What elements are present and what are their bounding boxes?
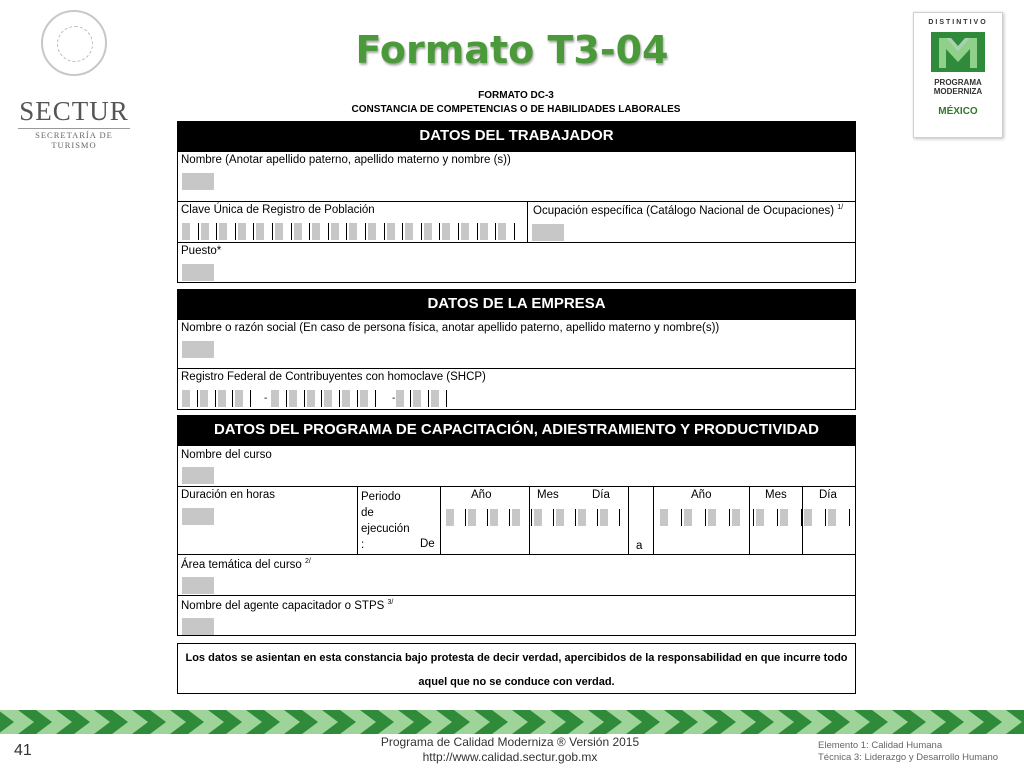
input-cell[interactable] xyxy=(324,390,332,407)
cell-divider xyxy=(339,390,340,407)
cell-divider xyxy=(197,390,198,407)
de-label: De xyxy=(420,538,435,550)
input-cell[interactable] xyxy=(534,509,542,526)
sectur-subtitle: SECRETARÍA DE TURISMO xyxy=(35,130,113,150)
rfc-field[interactable] xyxy=(182,390,472,407)
input-cell[interactable] xyxy=(442,223,450,240)
form-title: CONSTANCIA DE COMPETENCIAS O DE HABILIDADES LABORALES xyxy=(351,104,681,115)
fecha-inicio-field[interactable] xyxy=(446,509,626,526)
agente-field[interactable] xyxy=(182,618,214,635)
cell-divider xyxy=(253,223,254,240)
cell-divider xyxy=(619,509,620,526)
input-cell[interactable] xyxy=(235,390,243,407)
input-cell[interactable] xyxy=(201,223,209,240)
cell-divider xyxy=(825,509,826,526)
cell-divider xyxy=(357,390,358,407)
input-cell[interactable] xyxy=(182,223,190,240)
cell-divider xyxy=(304,390,305,407)
input-cell[interactable] xyxy=(512,509,520,526)
input-cell[interactable] xyxy=(275,223,283,240)
input-cell[interactable] xyxy=(828,509,836,526)
footer-url[interactable]: http://www.calidad.sectur.gob.mx xyxy=(422,750,598,764)
input-cell[interactable] xyxy=(238,223,246,240)
input-cell[interactable] xyxy=(182,390,190,407)
curso-field[interactable] xyxy=(182,467,214,484)
cell-divider xyxy=(235,223,236,240)
input-cell[interactable] xyxy=(804,509,812,526)
trabajador-section xyxy=(177,151,856,283)
cell-divider xyxy=(553,509,554,526)
cell-divider xyxy=(705,509,706,526)
cell-divider xyxy=(346,223,347,240)
cell-divider xyxy=(216,223,217,240)
input-cell[interactable] xyxy=(780,509,788,526)
mes-label-2: Mes xyxy=(765,489,787,501)
cell-divider xyxy=(575,509,576,526)
cell-divider xyxy=(777,509,778,526)
input-cell[interactable] xyxy=(405,223,413,240)
input-cell[interactable] xyxy=(219,223,227,240)
input-cell[interactable] xyxy=(256,223,264,240)
section-header-trabajador: DATOS DEL TRABAJADOR xyxy=(177,121,856,151)
ocupacion-field[interactable] xyxy=(532,224,564,241)
input-cell[interactable] xyxy=(461,223,469,240)
cell-divider xyxy=(729,509,730,526)
input-cell[interactable] xyxy=(312,223,320,240)
cell-divider xyxy=(487,509,488,526)
input-cell[interactable] xyxy=(331,223,339,240)
cell-divider xyxy=(509,509,510,526)
input-cell[interactable] xyxy=(294,223,302,240)
input-cell[interactable] xyxy=(342,390,350,407)
cell-divider xyxy=(286,390,287,407)
cell-divider xyxy=(215,390,216,407)
cell-divider xyxy=(232,390,233,407)
area-tematica-label: Área temática del curso $^{2/}$ xyxy=(181,558,311,571)
cell-divider xyxy=(250,390,251,407)
razon-social-field[interactable] xyxy=(182,341,214,358)
input-cell[interactable] xyxy=(360,390,368,407)
input-cell[interactable] xyxy=(413,390,421,407)
page-number: 41 xyxy=(14,742,32,759)
cell-divider xyxy=(849,509,850,526)
footer-tecnica: Técnica 3: Liderazgo y Desarrollo Humano xyxy=(818,752,999,763)
razon-social-label: Nombre o razón social (En caso de persona física, anotar apellido paterno, apellido materno y nombre(s)) xyxy=(181,322,720,334)
cell-divider xyxy=(446,390,447,407)
declaracion-line-2: aquel que no se conduce con verdad. xyxy=(418,676,615,688)
mexico-label: MÉXICO xyxy=(938,106,978,117)
cell-divider xyxy=(801,509,802,526)
rfc-label: Registro Federal de Contribuyentes con homoclave (SHCP) xyxy=(181,371,486,383)
nombre-field[interactable] xyxy=(182,173,214,190)
input-cell[interactable] xyxy=(431,390,439,407)
input-cell[interactable] xyxy=(468,509,476,526)
input-cell[interactable] xyxy=(349,223,357,240)
section-header-empresa: DATOS DE LA EMPRESA xyxy=(177,289,856,319)
cell-divider xyxy=(681,509,682,526)
puesto-field[interactable] xyxy=(182,264,214,281)
cell-divider xyxy=(410,390,411,407)
duracion-label: Duración en horas xyxy=(181,489,275,501)
sectur-wordmark: SECTUR xyxy=(19,96,129,126)
input-cell[interactable] xyxy=(387,223,395,240)
input-cell[interactable] xyxy=(732,509,740,526)
footer-program: Programa de Calidad Moderniza ® Versión 2015 xyxy=(380,735,640,749)
moderniza-logo xyxy=(913,12,1003,138)
cell-divider xyxy=(439,223,440,240)
rfc-dash-2: - xyxy=(392,393,396,404)
cell-divider xyxy=(384,223,385,240)
anio-label-2: Año xyxy=(691,489,712,501)
cell-divider xyxy=(597,509,598,526)
declaracion-line-1: Los datos se asientan en esta constancia bajo protesta de decir verdad, apercibidos de la responsabilidad en que incurre todo xyxy=(185,652,848,664)
cell-divider xyxy=(421,223,422,240)
input-cell[interactable] xyxy=(498,223,506,240)
cell-divider xyxy=(477,223,478,240)
chevron-border-decoration xyxy=(0,710,1024,734)
curso-label: Nombre del curso xyxy=(181,449,272,461)
nombre-label: Nombre (Anotar apellido paterno, apellido materno y nombre (s)) xyxy=(181,154,511,166)
input-cell[interactable] xyxy=(660,509,668,526)
cell-divider xyxy=(514,223,515,240)
cell-divider xyxy=(198,223,199,240)
input-cell[interactable] xyxy=(446,509,454,526)
periodo-label: Periodo de ejecución : xyxy=(361,491,410,551)
rfc-dash-1: - xyxy=(264,393,268,404)
section-header-programa: DATOS DEL PROGRAMA DE CAPACITACIÓN, ADIESTRAMIENTO Y PRODUCTIVIDAD xyxy=(177,415,856,445)
input-cell[interactable] xyxy=(480,223,488,240)
input-cell[interactable] xyxy=(307,390,315,407)
slide-title: Formato T3-04 xyxy=(355,28,669,72)
anio-label-1: Año xyxy=(471,489,492,501)
input-cell[interactable] xyxy=(708,509,716,526)
input-cell[interactable] xyxy=(684,509,692,526)
cell-divider xyxy=(531,509,532,526)
duracion-field[interactable] xyxy=(182,508,214,525)
input-cell[interactable] xyxy=(490,509,498,526)
footer-center xyxy=(300,735,720,765)
puesto-label: Puesto* xyxy=(181,245,222,257)
input-cell[interactable] xyxy=(271,390,279,407)
moderniza-m-icon xyxy=(931,32,985,72)
cell-divider xyxy=(309,223,310,240)
input-cell[interactable] xyxy=(368,223,376,240)
area-tematica-field[interactable] xyxy=(182,577,214,594)
cell-divider xyxy=(495,223,496,240)
fecha-fin-field[interactable] xyxy=(660,509,850,526)
input-cell[interactable] xyxy=(756,509,764,526)
cell-divider xyxy=(428,390,429,407)
cell-divider xyxy=(321,390,322,407)
cell-divider xyxy=(365,223,366,240)
input-cell[interactable] xyxy=(200,390,208,407)
input-cell[interactable] xyxy=(396,390,404,407)
distintivo-label: DISTINTIVO xyxy=(928,19,988,26)
a-label: a xyxy=(636,540,643,552)
curp-label: Clave Única de Registro de Población xyxy=(181,204,375,216)
cell-divider xyxy=(402,223,403,240)
dia-label-2: Día xyxy=(819,489,837,501)
footer-right xyxy=(818,740,998,764)
cell-divider xyxy=(291,223,292,240)
footer-elemento: Elemento 1: Calidad Humana xyxy=(818,740,943,751)
input-cell[interactable] xyxy=(600,509,608,526)
input-cell[interactable] xyxy=(424,223,432,240)
curp-field[interactable] xyxy=(182,223,522,240)
form-code: FORMATO DC-3 xyxy=(478,90,554,101)
cell-divider xyxy=(753,509,754,526)
cell-divider xyxy=(458,223,459,240)
cell-divider xyxy=(375,390,376,407)
moderniza-label: MODERNIZA xyxy=(933,87,983,96)
input-cell[interactable] xyxy=(578,509,586,526)
mes-label-1: Mes xyxy=(537,489,559,501)
programa-label: PROGRAMA xyxy=(934,78,982,87)
agente-label: Nombre del agente capacitador o STPS $^{3/}$ xyxy=(181,599,394,612)
input-cell[interactable] xyxy=(218,390,226,407)
cell-divider xyxy=(328,223,329,240)
dia-label-1: Día xyxy=(592,489,610,501)
cell-divider xyxy=(272,223,273,240)
input-cell[interactable] xyxy=(556,509,564,526)
input-cell[interactable] xyxy=(289,390,297,407)
cell-divider xyxy=(465,509,466,526)
ocupacion-label: Ocupación específica (Catálogo Nacional de Ocupaciones) $^{1/}$ xyxy=(533,204,844,217)
declaracion-box xyxy=(177,643,856,694)
